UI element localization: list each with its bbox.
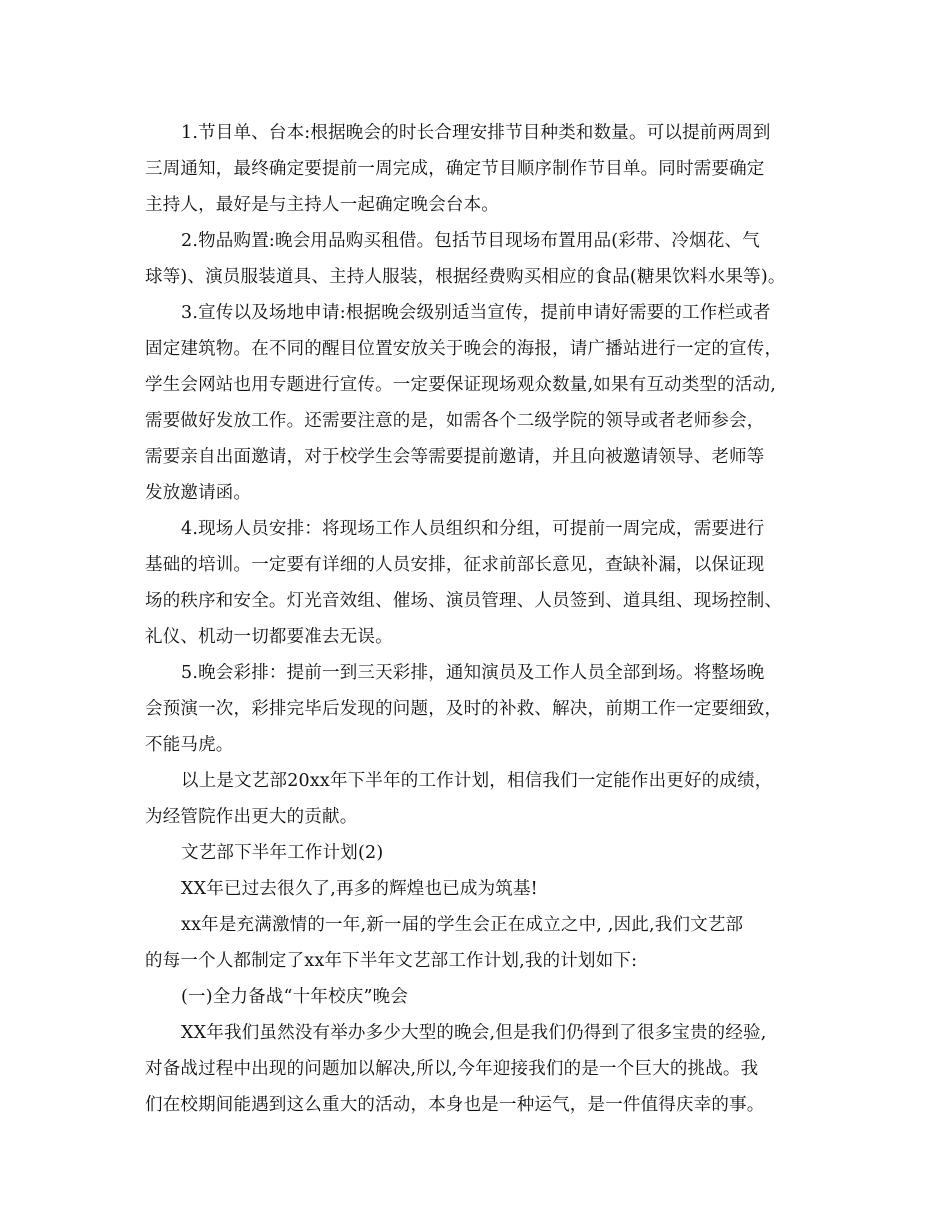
text-line: 以上是文艺部20xx年下半年的工作计划，相信我们一定能作出更好的成绩， (181, 771, 773, 791)
text-line: 学生会网站也用专题进行宣传。一定要保证现场观众数量,如果有互动类型的活动, (145, 375, 777, 395)
text-line: 1.节目单、台本:根据晚会的时长合理安排节目种类和数量。可以提前两周到 (181, 123, 771, 143)
text-line: 发放邀请函。 (145, 483, 252, 503)
section-heading: 文艺部下半年工作计划(2) (181, 843, 384, 863)
text-line: 三周通知，最终确定要提前一周完成，确定节目顺序制作节目单。同时需要确定 (145, 159, 765, 179)
text-line: 4.现场人员安排：将现场工作人员组织和分组，可提前一周完成，需要进行 (181, 519, 765, 539)
document-body (145, 115, 810, 1123)
text-line: 主持人，最好是与主持人一起确定晚会台本。 (145, 195, 499, 215)
text-line: 需要亲自出面邀请，对于校学生会等需要提前邀请，并且向被邀请领导、老师等 (145, 447, 765, 467)
text-line: 5.晚会彩排：提前一到三天彩排，通知演员及工作人员全部到场。将整场晚 (181, 663, 765, 683)
text-line: 礼仪、机动一切都要准去无误。 (145, 627, 393, 647)
subsection-heading: (一)全力备战“十年校庆”晚会 (181, 987, 409, 1007)
text-line: XX年已过去很久了,再多的辉煌也已成为筑基! (181, 879, 538, 899)
text-line: 固定建筑物。在不同的醒目位置安放关于晚会的海报，请广播站进行一定的宣传， (145, 339, 783, 359)
text-line: 对备战过程中出现的问题加以解决,所以,今年迎接我们的是一个巨大的挑战。我 (145, 1059, 759, 1079)
text-line: 不能马虎。 (145, 735, 234, 755)
text-line: 3.宣传以及场地申请:根据晚会级别适当宣传，提前申请好需要的工作栏或者 (181, 303, 771, 323)
text-line: 场的秩序和安全。灯光音效组、催场、演员管理、人员签到、道具组、现场控制、 (145, 591, 783, 611)
text-line: 为经管院作出更大的贡献。 (145, 807, 358, 827)
text-line: 会预演一次，彩排完毕后发现的问题，及时的补救、解决，前期工作一定要细致， (145, 699, 783, 719)
text-line: 基础的培训。一定要有详细的人员安排，征求前部长意见，查缺补漏，以保证现 (145, 555, 765, 575)
text-line: 球等)、演员服装道具、主持人服装，根据经费购买相应的食品(糖果饮料水果等)。 (145, 267, 786, 287)
text-line: 的每一个人都制定了xx年下半年文艺部工作计划,我的计划如下: (145, 951, 638, 971)
text-line: 需要做好发放工作。还需要注意的是，如需各个二级学院的领导或者老师参会， (145, 411, 765, 431)
text-line: xx年是充满激情的一年,新一届的学生会正在成立之中, ,因此,我们文艺部 (181, 915, 744, 935)
text-line: 2.物品购置:晚会用品购买租借。包括节目现场布置用品(彩带、冷烟花、气 (181, 231, 760, 251)
text-line: XX年我们虽然没有举办多少大型的晚会,但是我们仍得到了很多宝贵的经验, (181, 1023, 767, 1043)
text-line: 们在校期间能遇到这么重大的活动，本身也是一种运气，是一件值得庆幸的事。 (145, 1095, 765, 1115)
